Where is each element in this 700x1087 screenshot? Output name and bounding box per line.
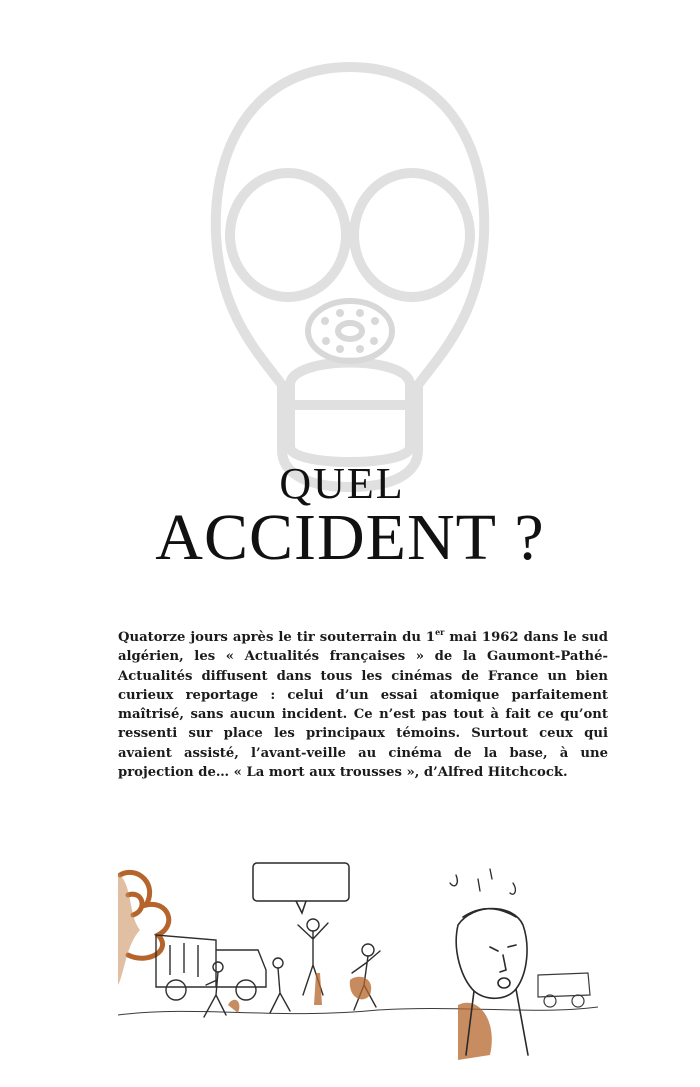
mask-filter — [290, 363, 410, 463]
mask-right-eye — [354, 173, 470, 297]
paragraph-part-2: mai 1962 dans le sud algérien, les « Actualités françaises » de la Gaumont-Pathé-Actualités diffusent dans tous les cinémas de France un bien curieux reportage : celui d’un essai atomique parfaitement maîtrisé, sans aucun incident. Ce n’est pas tout à fait ce qu’ont ressenti sur place les principaux témoins. Surtout ceux qui avaient assisté, l’avant-veille au cinéma de la base, à une projection de… « La mort aux trousses », d’Alfred Hitchcock. — [118, 630, 608, 781]
paragraph-part-1: Quatorze jours après le tir souterrain du 1 — [118, 630, 436, 645]
body-paragraph — [118, 628, 608, 782]
speech-bubble — [253, 863, 349, 901]
title-line-2: ACCIDENT ? — [155, 501, 545, 574]
truck-sketch — [156, 935, 266, 1000]
mask-valve — [308, 301, 392, 361]
comic-panel-illustration — [118, 855, 598, 1065]
title-line-1: QUEL — [279, 459, 405, 508]
mask-left-eye — [230, 173, 346, 297]
mask-head-outline — [216, 67, 484, 487]
gas-mask-illustration — [190, 55, 510, 495]
paragraph-superscript: er — [435, 627, 445, 637]
